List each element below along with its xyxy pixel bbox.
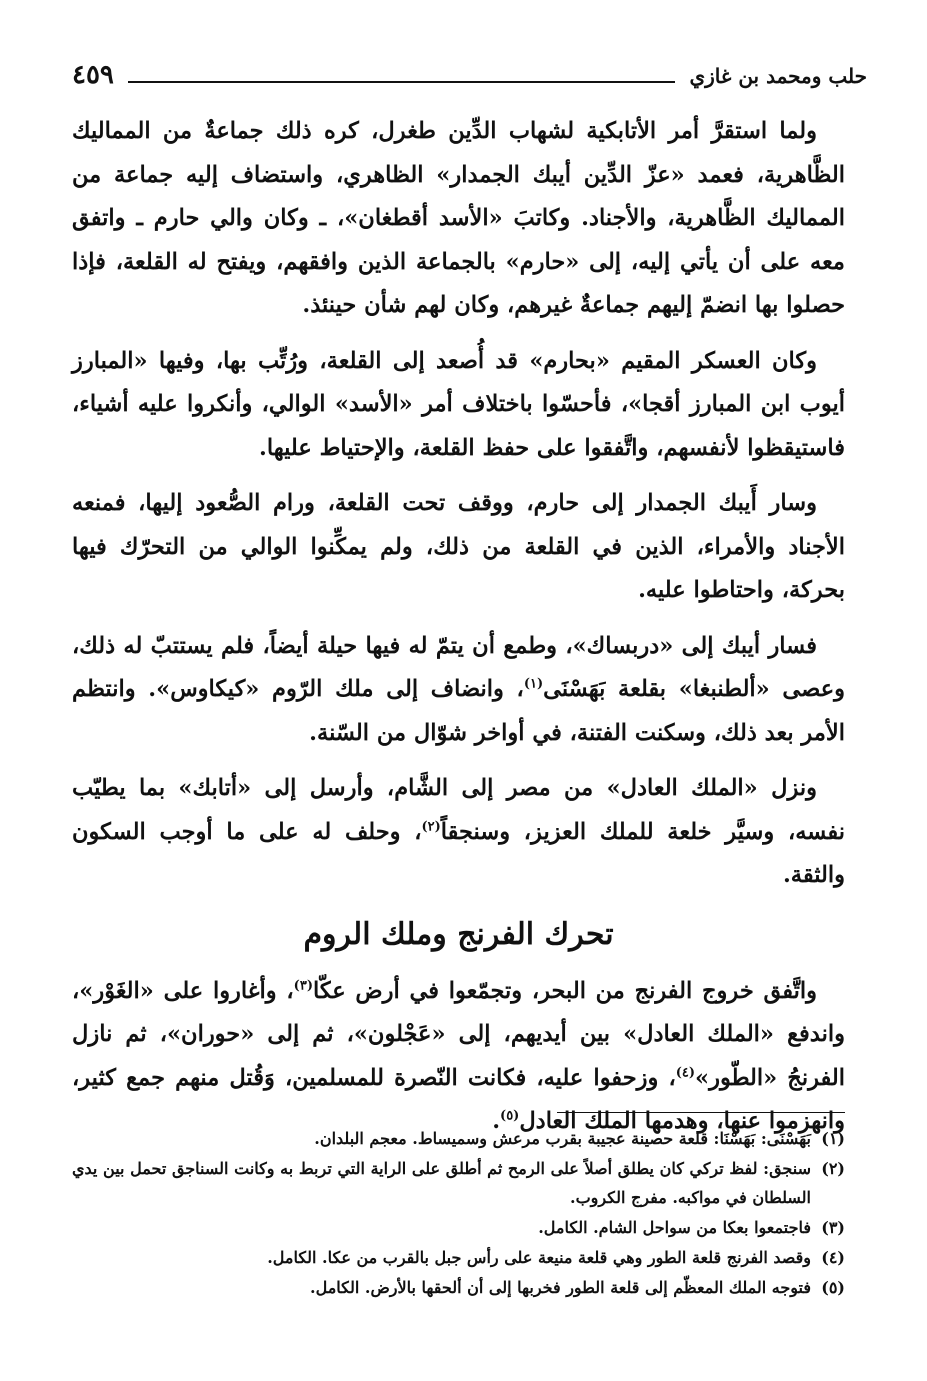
footnote-item: [72, 1243, 845, 1272]
page-header: [72, 54, 867, 88]
footnotes: [72, 1124, 845, 1303]
footnote-text: فتوجه الملك المعظّم إلى قلعة الطور فخربها إلى أن ألحقها بالأرض. الكامل.: [310, 1278, 811, 1297]
footnote-separator: [557, 1112, 845, 1113]
footnote-number: (٢): [821, 1159, 845, 1178]
paragraph-4-tail: ، وانضاف إلى ملك الرّوم «كيكاوس». وانتظم الأمر بعد ذلك، وسكنت الفتنة، في أواخر شوّال من السّنة.: [72, 676, 845, 746]
running-title: حلب ومحمد بن غازي: [689, 64, 867, 88]
paragraph-6-part3: ، وزحفوا عليه، فكانت النّصرة للمسلمين، وَقُتل منهم جمع كثير، وانهزموا عنها، وهدمها الملك العادل: [72, 1064, 845, 1134]
paragraph-1: ولما استقرَّ أمر الأتابكية لشهاب الدِّين طغرل، كره ذلك جماعةٌ من المماليك الظَّاهرية، فعمد «عزّ الدِّين أيبك الجمدار» الظاهري، واستضاف إليه جماعة من المماليك الظَّاهرية، والأجناد. وكاتبَ «الأسد أقطغان»، ـ وكان والي حارم ـ واتفق معه على أن يأتي إليه، إلى «حارم» بالجماعة الذين وافقهم، ويفتح له القلعة، فإذا حصلوا بها انضمّ إليهم جماعةٌ غيرهم، وكان لهم شأن حينئذ.: [72, 118, 845, 318]
footnote-text: وقصد الفرنج قلعة الطور وهي قلعة منيعة على رأس جبل بالقرب من عكا. الكامل.: [267, 1248, 811, 1267]
paragraph-6-part2: ، وأغاروا على «الغَوْر»، واندفع «الملك العادل» بين أيديهم، إلى «عَجْلون»، ثم إلى «حوران»، ثم نازل الفرنجُ «الطّور»: [72, 977, 845, 1091]
footnote-number: (٣): [821, 1218, 845, 1237]
main-text: [72, 110, 845, 1156]
footnote-item: [72, 1273, 845, 1302]
footnote-ref-2: (٢): [421, 819, 441, 834]
footnote-text: فاجتمعوا بعكا من سواحل الشام. الكامل.: [538, 1218, 811, 1237]
paragraph-5: [72, 767, 845, 898]
footnote-number: (١): [821, 1129, 845, 1148]
paragraph-4-text: فسار أيبك إلى «دربساك»، وطمع أن يتمّ له فيها حيلة أيضاً، فلم يستتبّ له ذلك، وعصى «ألطنبغا» بقلعة بَهَسْنَى: [72, 632, 845, 702]
footnote-ref-1: (١): [523, 676, 544, 692]
footnote-text: سنجق: لفظ تركي كان يطلق أصلاً على الرمح ثم أطلق على الراية التي تربط به وكانت السناجق تحمل بين يدي السلطان في مواكبه. مفرج الكروب.: [72, 1159, 811, 1207]
paragraph-2: وكان العسكر المقيم «بحارم» قد أُصعد إلى القلعة، ورُتِّب بها، وفيها «المبارز أيوب ابن المبارز أقجا»، فأحسّوا باختلاف أمر «الأسد» الوالي، وأنكروا عليه أشياء، فاستيقظوا لأنفسهم، واتَّفقوا على حفظ القلعة، والإحتياط عليها.: [72, 347, 845, 461]
paragraph-6-part4: .: [492, 1108, 501, 1134]
paragraph-4: [72, 625, 845, 756]
paragraph-3: وسار أَيبك الجمدار إلى حارم، ووقف تحت القلعة، ورام الصُّعود إليها، فمنعه الأجناد والأمراء، الذين في القلعة من ذلك، ولم يمكِّنوا الوالي من التحرّك فيها بحركة، واحتاطوا عليه.: [72, 490, 845, 603]
footnote-item: [72, 1124, 845, 1153]
paragraph-6-part1: واتَّفق خروج الفرنج من البحر، وتجمّعوا في أرض عكّا: [312, 977, 817, 1004]
footnote-number: (٤): [821, 1248, 845, 1267]
footnote-number: (٥): [821, 1278, 845, 1297]
footnote-ref-3: (٣): [293, 978, 313, 993]
footnote-item: [72, 1154, 845, 1212]
header-rule: [128, 81, 676, 83]
footnote-ref-4: (٤): [675, 1065, 696, 1080]
paragraph-6: [72, 970, 845, 1144]
footnote-text: بَهَسْنَى: بَهَسْنَا: قلعة حصينة عجيبة بقرب مرعش وسميساط. معجم البلدان.: [314, 1129, 811, 1148]
footnote-item: [72, 1213, 845, 1242]
footnote-ref-5: (٥): [500, 1108, 520, 1124]
paragraph-5-tail: ، وحلف له على ما أوجب السكون والثقة.: [72, 818, 845, 888]
paragraph-5-text: ونزل «الملك العادل» من مصر إلى الشَّام، وأرسل إلى «أتابك» بما يطيّب نفسه، وسيَّر خلعة للملك العزيز، وسنجقاً: [72, 775, 845, 845]
section-heading: تحرك الفرنج وملك الروم: [303, 916, 614, 952]
page-number: ٤٥٩: [72, 60, 114, 90]
